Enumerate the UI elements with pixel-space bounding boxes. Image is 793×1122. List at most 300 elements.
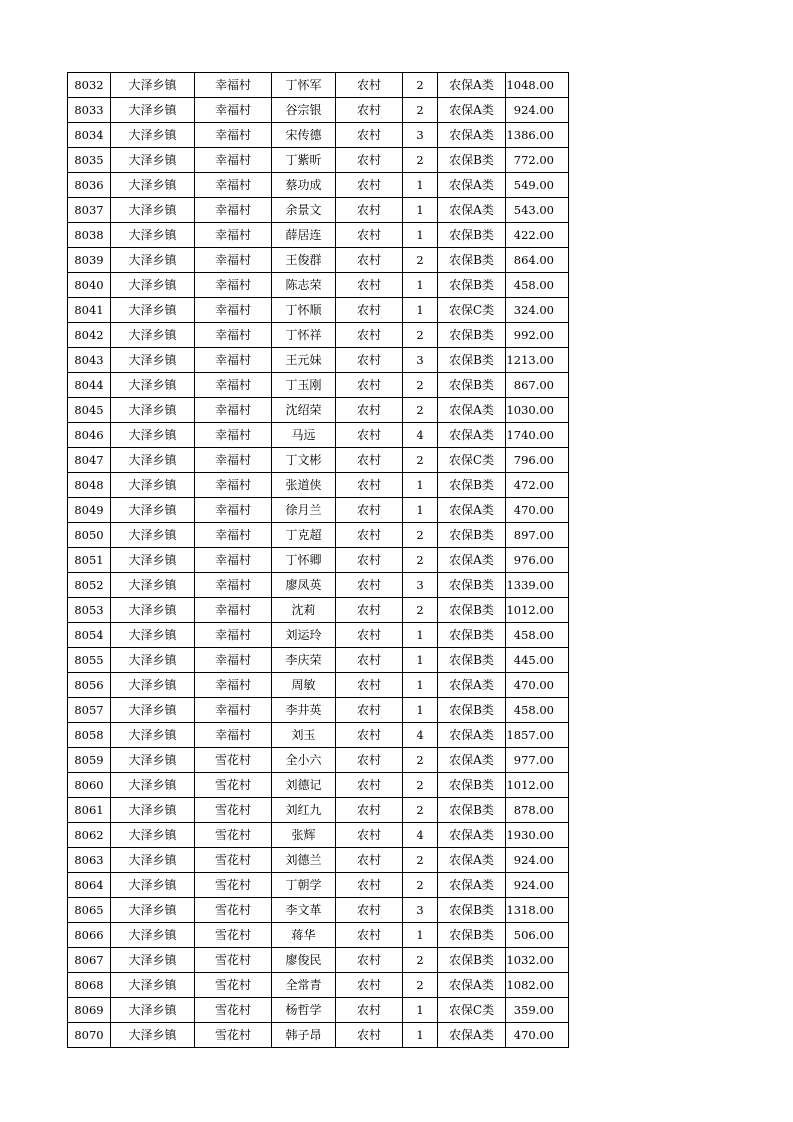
table-row [68, 198, 569, 223]
name-cell: 李文革 [272, 898, 336, 923]
household-type-cell: 农村 [336, 998, 403, 1023]
household-type-cell: 农村 [336, 698, 403, 723]
household-type-cell: 农村 [336, 223, 403, 248]
insurance-class-cell: 农保A类 [438, 98, 506, 123]
table-row [68, 948, 569, 973]
name-cell: 丁怀军 [272, 73, 336, 98]
name-cell: 刘运玲 [272, 623, 336, 648]
serial-number-cell: 8068 [68, 973, 111, 998]
amount-cell: 422.00 [506, 223, 569, 248]
insurance-class-cell: 农保A类 [438, 423, 506, 448]
table-row [68, 898, 569, 923]
table-row [68, 298, 569, 323]
household-type-cell: 农村 [336, 848, 403, 873]
name-cell: 徐月兰 [272, 498, 336, 523]
count-cell: 4 [403, 723, 438, 748]
table-row [68, 798, 569, 823]
amount-cell: 458.00 [506, 623, 569, 648]
township-cell: 大泽乡镇 [111, 323, 195, 348]
township-cell: 大泽乡镇 [111, 423, 195, 448]
insurance-class-cell: 农保A类 [438, 498, 506, 523]
insurance-class-cell: 农保B类 [438, 223, 506, 248]
table-row [68, 373, 569, 398]
insurance-class-cell: 农保B类 [438, 148, 506, 173]
amount-cell: 924.00 [506, 848, 569, 873]
insurance-class-cell: 农保A类 [438, 973, 506, 998]
amount-cell: 976.00 [506, 548, 569, 573]
table-row [68, 873, 569, 898]
township-cell: 大泽乡镇 [111, 498, 195, 523]
township-cell: 大泽乡镇 [111, 398, 195, 423]
village-cell: 雪花村 [195, 898, 272, 923]
amount-cell: 878.00 [506, 798, 569, 823]
count-cell: 4 [403, 423, 438, 448]
count-cell: 3 [403, 348, 438, 373]
count-cell: 1 [403, 198, 438, 223]
table-row [68, 648, 569, 673]
township-cell: 大泽乡镇 [111, 198, 195, 223]
township-cell: 大泽乡镇 [111, 173, 195, 198]
serial-number-cell: 8064 [68, 873, 111, 898]
household-type-cell: 农村 [336, 648, 403, 673]
table-row [68, 273, 569, 298]
serial-number-cell: 8055 [68, 648, 111, 673]
insurance-class-cell: 农保A类 [438, 848, 506, 873]
village-cell: 雪花村 [195, 773, 272, 798]
township-cell: 大泽乡镇 [111, 723, 195, 748]
name-cell: 刘玉 [272, 723, 336, 748]
amount-cell: 924.00 [506, 873, 569, 898]
village-cell: 幸福村 [195, 273, 272, 298]
insurance-class-cell: 农保B类 [438, 773, 506, 798]
table-row [68, 698, 569, 723]
township-cell: 大泽乡镇 [111, 623, 195, 648]
township-cell: 大泽乡镇 [111, 73, 195, 98]
village-cell: 幸福村 [195, 423, 272, 448]
table-row [68, 348, 569, 373]
amount-cell: 1048.00 [506, 73, 569, 98]
name-cell: 丁怀祥 [272, 323, 336, 348]
count-cell: 2 [403, 798, 438, 823]
count-cell: 1 [403, 1023, 438, 1048]
insurance-class-cell: 农保A类 [438, 73, 506, 98]
name-cell: 宋传德 [272, 123, 336, 148]
count-cell: 2 [403, 973, 438, 998]
table-row [68, 148, 569, 173]
amount-cell: 324.00 [506, 298, 569, 323]
village-cell: 雪花村 [195, 748, 272, 773]
insurance-class-cell: 农保A类 [438, 173, 506, 198]
serial-number-cell: 8034 [68, 123, 111, 148]
name-cell: 丁朝学 [272, 873, 336, 898]
name-cell: 马远 [272, 423, 336, 448]
village-cell: 幸福村 [195, 123, 272, 148]
amount-cell: 1318.00 [506, 898, 569, 923]
serial-number-cell: 8067 [68, 948, 111, 973]
insurance-class-cell: 农保B类 [438, 698, 506, 723]
township-cell: 大泽乡镇 [111, 798, 195, 823]
household-type-cell: 农村 [336, 248, 403, 273]
household-type-cell: 农村 [336, 348, 403, 373]
township-cell: 大泽乡镇 [111, 223, 195, 248]
insurance-class-cell: 农保A类 [438, 873, 506, 898]
serial-number-cell: 8048 [68, 473, 111, 498]
table-row [68, 323, 569, 348]
amount-cell: 1857.00 [506, 723, 569, 748]
amount-cell: 867.00 [506, 373, 569, 398]
count-cell: 2 [403, 323, 438, 348]
household-type-cell: 农村 [336, 373, 403, 398]
village-cell: 幸福村 [195, 473, 272, 498]
household-type-cell: 农村 [336, 573, 403, 598]
count-cell: 1 [403, 223, 438, 248]
table-row [68, 173, 569, 198]
amount-cell: 1213.00 [506, 348, 569, 373]
amount-cell: 359.00 [506, 998, 569, 1023]
township-cell: 大泽乡镇 [111, 873, 195, 898]
amount-cell: 897.00 [506, 523, 569, 548]
count-cell: 1 [403, 998, 438, 1023]
name-cell: 周敏 [272, 673, 336, 698]
township-cell: 大泽乡镇 [111, 573, 195, 598]
count-cell: 2 [403, 748, 438, 773]
table-row [68, 498, 569, 523]
amount-cell: 506.00 [506, 923, 569, 948]
household-type-cell: 农村 [336, 823, 403, 848]
village-cell: 幸福村 [195, 673, 272, 698]
insurance-class-cell: 农保A类 [438, 398, 506, 423]
insurance-class-cell: 农保B类 [438, 798, 506, 823]
insurance-class-cell: 农保B类 [438, 348, 506, 373]
serial-number-cell: 8051 [68, 548, 111, 573]
serial-number-cell: 8033 [68, 98, 111, 123]
household-type-cell: 农村 [336, 123, 403, 148]
serial-number-cell: 8053 [68, 598, 111, 623]
village-cell: 幸福村 [195, 698, 272, 723]
name-cell: 刘德记 [272, 773, 336, 798]
count-cell: 2 [403, 773, 438, 798]
household-type-cell: 农村 [336, 923, 403, 948]
table-row [68, 623, 569, 648]
count-cell: 2 [403, 248, 438, 273]
serial-number-cell: 8061 [68, 798, 111, 823]
name-cell: 李庆荣 [272, 648, 336, 673]
insurance-class-cell: 农保B类 [438, 573, 506, 598]
insurance-class-cell: 农保A类 [438, 1023, 506, 1048]
household-type-cell: 农村 [336, 773, 403, 798]
serial-number-cell: 8035 [68, 148, 111, 173]
count-cell: 2 [403, 523, 438, 548]
name-cell: 王俊群 [272, 248, 336, 273]
amount-cell: 470.00 [506, 1023, 569, 1048]
name-cell: 王元妹 [272, 348, 336, 373]
table-row [68, 123, 569, 148]
household-type-cell: 农村 [336, 398, 403, 423]
name-cell: 谷宗银 [272, 98, 336, 123]
village-cell: 雪花村 [195, 823, 272, 848]
township-cell: 大泽乡镇 [111, 248, 195, 273]
insurance-class-cell: 农保B类 [438, 948, 506, 973]
village-cell: 雪花村 [195, 923, 272, 948]
serial-number-cell: 8037 [68, 198, 111, 223]
village-cell: 雪花村 [195, 948, 272, 973]
household-type-cell: 农村 [336, 198, 403, 223]
village-cell: 雪花村 [195, 973, 272, 998]
village-cell: 雪花村 [195, 848, 272, 873]
insurance-class-cell: 农保A类 [438, 198, 506, 223]
serial-number-cell: 8052 [68, 573, 111, 598]
village-cell: 幸福村 [195, 173, 272, 198]
serial-number-cell: 8057 [68, 698, 111, 723]
serial-number-cell: 8059 [68, 748, 111, 773]
amount-cell: 458.00 [506, 273, 569, 298]
household-type-cell: 农村 [336, 498, 403, 523]
name-cell: 廖俊民 [272, 948, 336, 973]
household-type-cell: 农村 [336, 623, 403, 648]
household-type-cell: 农村 [336, 523, 403, 548]
township-cell: 大泽乡镇 [111, 673, 195, 698]
count-cell: 2 [403, 448, 438, 473]
serial-number-cell: 8049 [68, 498, 111, 523]
insurance-class-cell: 农保B类 [438, 598, 506, 623]
household-type-cell: 农村 [336, 548, 403, 573]
serial-number-cell: 8045 [68, 398, 111, 423]
amount-cell: 772.00 [506, 148, 569, 173]
name-cell: 丁紫昕 [272, 148, 336, 173]
serial-number-cell: 8039 [68, 248, 111, 273]
township-cell: 大泽乡镇 [111, 648, 195, 673]
name-cell: 张辉 [272, 823, 336, 848]
household-type-cell: 农村 [336, 448, 403, 473]
insurance-class-cell: 农保A类 [438, 673, 506, 698]
name-cell: 刘德兰 [272, 848, 336, 873]
count-cell: 1 [403, 273, 438, 298]
household-type-cell: 农村 [336, 98, 403, 123]
township-cell: 大泽乡镇 [111, 698, 195, 723]
count-cell: 2 [403, 148, 438, 173]
village-cell: 幸福村 [195, 498, 272, 523]
table-row [68, 923, 569, 948]
amount-cell: 1032.00 [506, 948, 569, 973]
serial-number-cell: 8058 [68, 723, 111, 748]
amount-cell: 977.00 [506, 748, 569, 773]
amount-cell: 1082.00 [506, 973, 569, 998]
table-row [68, 398, 569, 423]
amount-cell: 1012.00 [506, 773, 569, 798]
name-cell: 丁玉刚 [272, 373, 336, 398]
serial-number-cell: 8070 [68, 1023, 111, 1048]
household-type-cell: 农村 [336, 948, 403, 973]
name-cell: 张道侠 [272, 473, 336, 498]
count-cell: 1 [403, 173, 438, 198]
township-cell: 大泽乡镇 [111, 273, 195, 298]
name-cell: 杨哲学 [272, 998, 336, 1023]
count-cell: 2 [403, 848, 438, 873]
township-cell: 大泽乡镇 [111, 298, 195, 323]
name-cell: 陈志荣 [272, 273, 336, 298]
table-row [68, 973, 569, 998]
table-row [68, 473, 569, 498]
count-cell: 2 [403, 948, 438, 973]
serial-number-cell: 8050 [68, 523, 111, 548]
township-cell: 大泽乡镇 [111, 998, 195, 1023]
serial-number-cell: 8054 [68, 623, 111, 648]
township-cell: 大泽乡镇 [111, 98, 195, 123]
amount-cell: 992.00 [506, 323, 569, 348]
name-cell: 蔡功成 [272, 173, 336, 198]
amount-cell: 543.00 [506, 198, 569, 223]
household-type-cell: 农村 [336, 73, 403, 98]
serial-number-cell: 8042 [68, 323, 111, 348]
count-cell: 1 [403, 623, 438, 648]
village-cell: 幸福村 [195, 398, 272, 423]
household-type-cell: 农村 [336, 1023, 403, 1048]
village-cell: 幸福村 [195, 448, 272, 473]
serial-number-cell: 8038 [68, 223, 111, 248]
township-cell: 大泽乡镇 [111, 1023, 195, 1048]
serial-number-cell: 8046 [68, 423, 111, 448]
village-cell: 幸福村 [195, 223, 272, 248]
village-cell: 幸福村 [195, 573, 272, 598]
household-type-cell: 农村 [336, 673, 403, 698]
amount-cell: 864.00 [506, 248, 569, 273]
table-row [68, 823, 569, 848]
insurance-class-cell: 农保B类 [438, 273, 506, 298]
insurance-class-cell: 农保A类 [438, 748, 506, 773]
count-cell: 1 [403, 498, 438, 523]
name-cell: 全常青 [272, 973, 336, 998]
table-row [68, 248, 569, 273]
count-cell: 3 [403, 573, 438, 598]
serial-number-cell: 8062 [68, 823, 111, 848]
table-row [68, 223, 569, 248]
table-body [68, 73, 569, 1048]
serial-number-cell: 8047 [68, 448, 111, 473]
township-cell: 大泽乡镇 [111, 848, 195, 873]
township-cell: 大泽乡镇 [111, 548, 195, 573]
household-type-cell: 农村 [336, 273, 403, 298]
village-cell: 幸福村 [195, 298, 272, 323]
household-type-cell: 农村 [336, 298, 403, 323]
township-cell: 大泽乡镇 [111, 823, 195, 848]
count-cell: 2 [403, 398, 438, 423]
table-row [68, 673, 569, 698]
township-cell: 大泽乡镇 [111, 373, 195, 398]
amount-cell: 1339.00 [506, 573, 569, 598]
serial-number-cell: 8060 [68, 773, 111, 798]
count-cell: 2 [403, 98, 438, 123]
amount-cell: 549.00 [506, 173, 569, 198]
serial-number-cell: 8063 [68, 848, 111, 873]
table-row [68, 98, 569, 123]
village-cell: 雪花村 [195, 873, 272, 898]
township-cell: 大泽乡镇 [111, 898, 195, 923]
count-cell: 2 [403, 873, 438, 898]
serial-number-cell: 8044 [68, 373, 111, 398]
count-cell: 1 [403, 473, 438, 498]
serial-number-cell: 8032 [68, 73, 111, 98]
name-cell: 丁克超 [272, 523, 336, 548]
count-cell: 1 [403, 673, 438, 698]
village-cell: 幸福村 [195, 98, 272, 123]
serial-number-cell: 8036 [68, 173, 111, 198]
village-cell: 幸福村 [195, 598, 272, 623]
village-cell: 雪花村 [195, 798, 272, 823]
name-cell: 丁怀顺 [272, 298, 336, 323]
name-cell: 韩子昂 [272, 1023, 336, 1048]
table-row [68, 723, 569, 748]
village-cell: 幸福村 [195, 323, 272, 348]
name-cell: 沈莉 [272, 598, 336, 623]
insurance-class-cell: 农保A类 [438, 723, 506, 748]
household-type-cell: 农村 [336, 423, 403, 448]
township-cell: 大泽乡镇 [111, 598, 195, 623]
township-cell: 大泽乡镇 [111, 973, 195, 998]
insurance-class-cell: 农保B类 [438, 898, 506, 923]
township-cell: 大泽乡镇 [111, 348, 195, 373]
amount-cell: 470.00 [506, 498, 569, 523]
amount-cell: 445.00 [506, 648, 569, 673]
amount-cell: 924.00 [506, 98, 569, 123]
count-cell: 1 [403, 648, 438, 673]
table-row [68, 448, 569, 473]
serial-number-cell: 8043 [68, 348, 111, 373]
count-cell: 4 [403, 823, 438, 848]
amount-cell: 458.00 [506, 698, 569, 723]
village-cell: 雪花村 [195, 998, 272, 1023]
count-cell: 2 [403, 548, 438, 573]
count-cell: 2 [403, 73, 438, 98]
township-cell: 大泽乡镇 [111, 148, 195, 173]
village-cell: 幸福村 [195, 623, 272, 648]
name-cell: 蒋华 [272, 923, 336, 948]
village-cell: 幸福村 [195, 73, 272, 98]
serial-number-cell: 8041 [68, 298, 111, 323]
table-row [68, 573, 569, 598]
amount-cell: 1386.00 [506, 123, 569, 148]
insurance-class-cell: 农保C类 [438, 298, 506, 323]
insurance-class-cell: 农保A类 [438, 823, 506, 848]
insurance-class-cell: 农保C类 [438, 448, 506, 473]
township-cell: 大泽乡镇 [111, 748, 195, 773]
table-row [68, 523, 569, 548]
village-cell: 幸福村 [195, 348, 272, 373]
table-row [68, 773, 569, 798]
insurance-class-cell: 农保B类 [438, 923, 506, 948]
village-cell: 幸福村 [195, 198, 272, 223]
name-cell: 廖凤英 [272, 573, 336, 598]
count-cell: 1 [403, 923, 438, 948]
count-cell: 3 [403, 898, 438, 923]
amount-cell: 470.00 [506, 673, 569, 698]
amount-cell: 472.00 [506, 473, 569, 498]
household-type-cell: 农村 [336, 798, 403, 823]
household-type-cell: 农村 [336, 473, 403, 498]
insurance-class-cell: 农保A类 [438, 548, 506, 573]
name-cell: 李井英 [272, 698, 336, 723]
table-row [68, 423, 569, 448]
data-table [67, 72, 569, 1048]
serial-number-cell: 8056 [68, 673, 111, 698]
table-row [68, 848, 569, 873]
insurance-class-cell: 农保A类 [438, 123, 506, 148]
township-cell: 大泽乡镇 [111, 948, 195, 973]
household-type-cell: 农村 [336, 148, 403, 173]
township-cell: 大泽乡镇 [111, 448, 195, 473]
insurance-class-cell: 农保B类 [438, 623, 506, 648]
village-cell: 幸福村 [195, 373, 272, 398]
village-cell: 幸福村 [195, 248, 272, 273]
